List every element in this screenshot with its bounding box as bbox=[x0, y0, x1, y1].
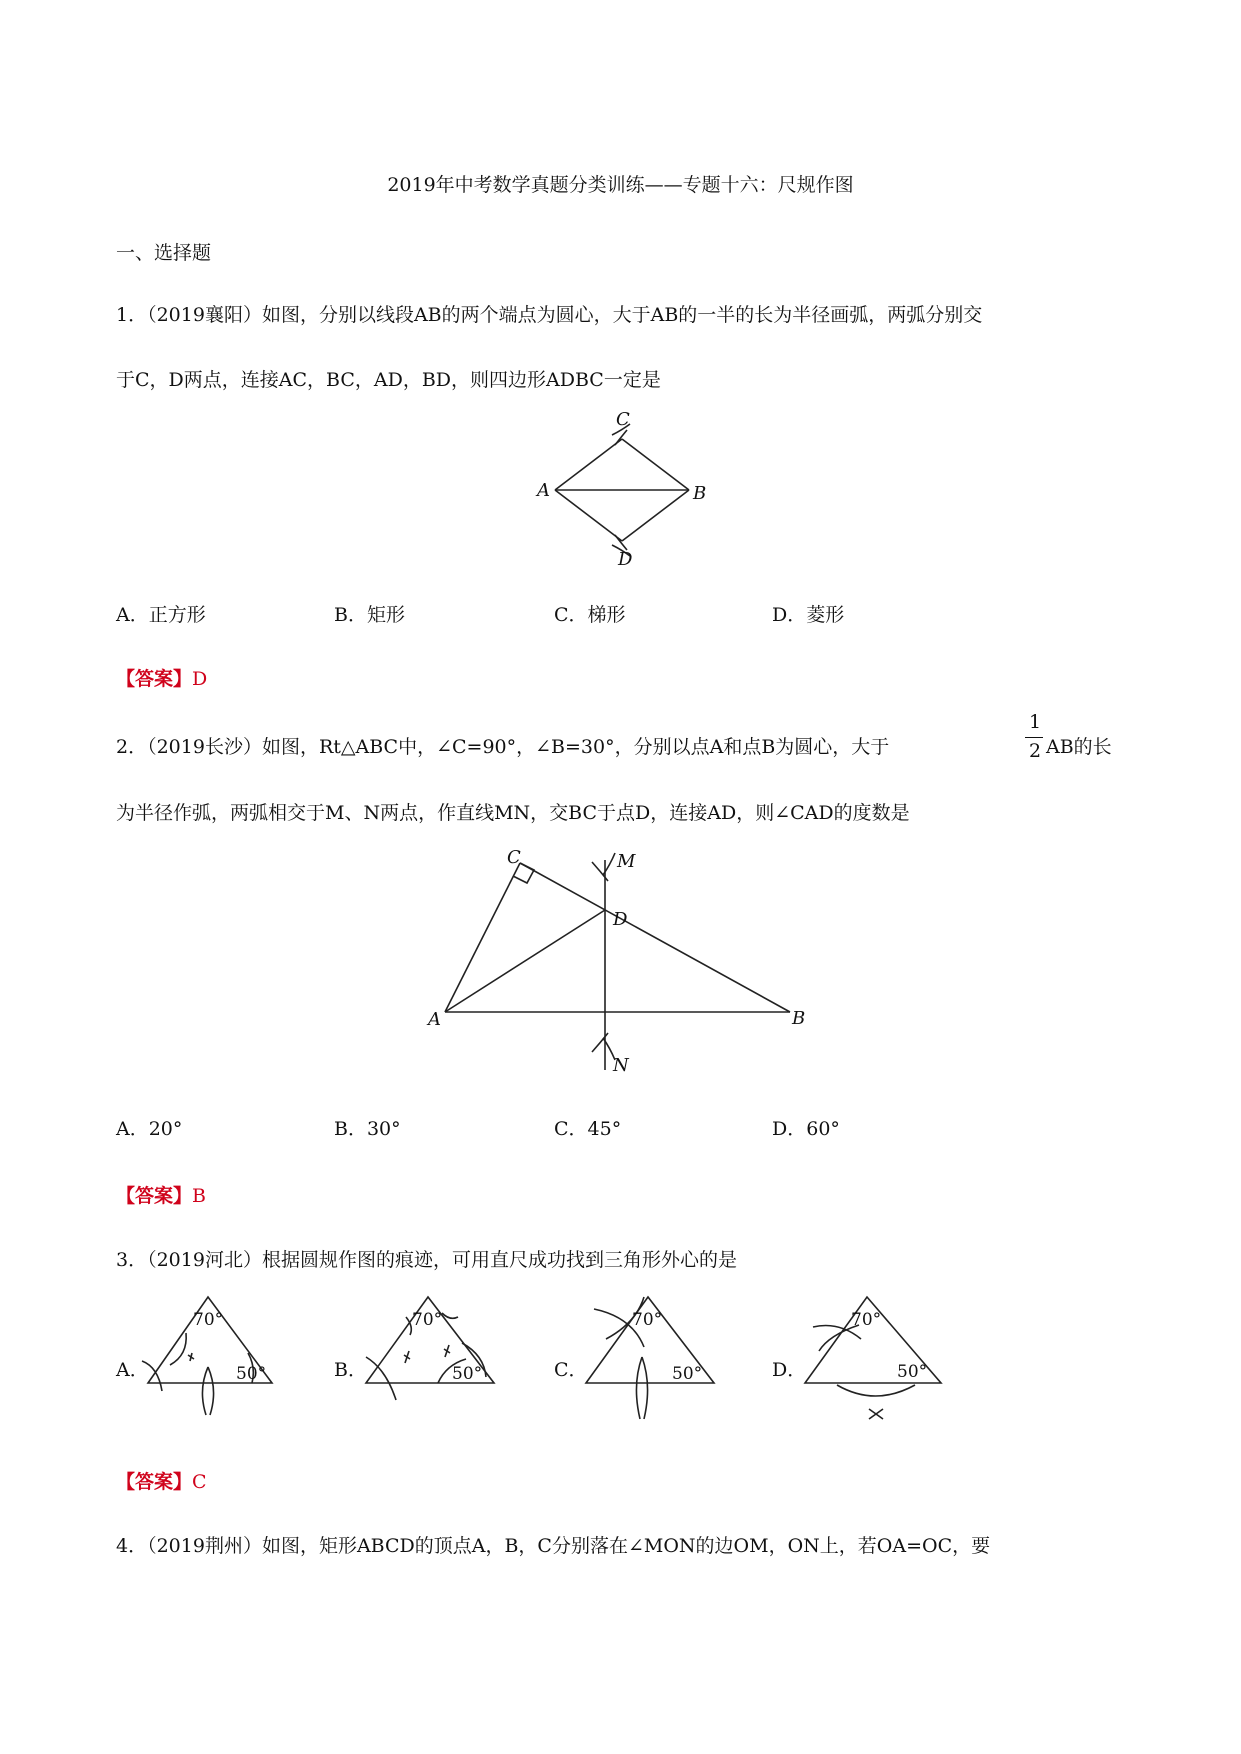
q3-line1: 3．（2019河北）根据圆规作图的痕迹，可用直尺成功找到三角形外心的是 bbox=[116, 1249, 737, 1271]
q2-option-c: C．45° bbox=[554, 1118, 622, 1140]
q1-label-c: C bbox=[616, 409, 630, 430]
q2-option-b: B．30° bbox=[334, 1118, 401, 1140]
q3-a-angle-top: 70° bbox=[193, 1310, 224, 1330]
q2-option-d: D．60° bbox=[772, 1118, 840, 1140]
q3-b-angle-top: 70° bbox=[412, 1310, 443, 1330]
q3-option-a: A． bbox=[116, 1359, 149, 1381]
q2-answer-tag: 【答案】 bbox=[116, 1185, 193, 1207]
q2-option-a: A．20° bbox=[116, 1118, 183, 1140]
q2-frac-num: 1 bbox=[1028, 711, 1042, 733]
q3-b-angle-right: 50° bbox=[452, 1364, 483, 1384]
q1-label-b: B bbox=[693, 483, 707, 504]
q1-label-d: D bbox=[618, 549, 633, 570]
q2-frac-den: 2 bbox=[1028, 740, 1042, 762]
q2-answer bbox=[116, 1181, 206, 1208]
q3-answer bbox=[116, 1467, 207, 1494]
q2-label-b: B bbox=[792, 1008, 806, 1029]
q1-answer-letter: D bbox=[192, 668, 208, 690]
q3-answer-letter: C bbox=[192, 1471, 207, 1493]
q2-figure bbox=[420, 845, 820, 1075]
q2-label-d: D bbox=[613, 909, 628, 930]
q3-d-angle-top: 70° bbox=[851, 1310, 882, 1330]
q3-a-angle-right: 50° bbox=[236, 1364, 267, 1384]
q2-answer-letter: B bbox=[192, 1185, 206, 1207]
q1-line2: 于C，D两点，连接AC，BC，AD，BD，则四边形ADBC一定是 bbox=[116, 369, 661, 391]
q2-line1-post: AB的长 bbox=[1046, 736, 1112, 758]
q1-option-a: A．正方形 bbox=[116, 604, 206, 626]
q3-figure-a bbox=[148, 1295, 298, 1430]
q2-label-a: A bbox=[428, 1009, 441, 1030]
q3-c-angle-top: 70° bbox=[632, 1310, 663, 1330]
q2-label-c: C bbox=[507, 847, 521, 868]
q2-frac-bar bbox=[1025, 737, 1043, 738]
q3-figure-b bbox=[366, 1295, 516, 1430]
q3-option-b: B． bbox=[334, 1359, 367, 1381]
q3-answer-tag: 【答案】 bbox=[116, 1471, 193, 1493]
q3-d-angle-right: 50° bbox=[897, 1362, 928, 1382]
q1-option-d: D．菱形 bbox=[772, 604, 845, 626]
q2-label-m: M bbox=[617, 851, 636, 872]
q1-label-a: A bbox=[537, 480, 550, 501]
q1-option-b: B．矩形 bbox=[334, 604, 405, 626]
q1-answer-tag: 【答案】 bbox=[116, 668, 193, 690]
q1-option-c: C．梯形 bbox=[554, 604, 626, 626]
q4-line1: 4．（2019荆州）如图，矩形ABCD的顶点A，B，C分别落在∠MON的边OM，ON上，若OA=OC，要 bbox=[116, 1535, 991, 1557]
q2-label-n: N bbox=[613, 1055, 629, 1076]
section-heading: 一、选择题 bbox=[116, 242, 212, 264]
page-title: 2019年中考数学真题分类训练——专题十六：尺规作图 bbox=[387, 174, 854, 196]
q1-line1: 1．（2019襄阳）如图，分别以线段AB的两个端点为圆心，大于AB的一半的长为半径画弧，两弧分别交 bbox=[116, 304, 983, 326]
q1-figure bbox=[520, 410, 720, 570]
q3-option-d: D． bbox=[772, 1359, 807, 1381]
q3-c-angle-right: 50° bbox=[672, 1364, 703, 1384]
q1-answer bbox=[116, 664, 207, 691]
q3-option-c: C． bbox=[554, 1359, 588, 1381]
q3-figure-c bbox=[586, 1295, 736, 1430]
q2-line2: 为半径作弧，两弧相交于M、N两点，作直线MN，交BC于点D，连接AD，则∠CAD的度数是 bbox=[116, 802, 910, 824]
q2-line1-pre: 2．（2019长沙）如图，Rt△ABC中，∠C=90°，∠B=30°，分别以点A和点B为圆心，大于 bbox=[116, 736, 890, 758]
q3-figure-d bbox=[805, 1295, 955, 1430]
